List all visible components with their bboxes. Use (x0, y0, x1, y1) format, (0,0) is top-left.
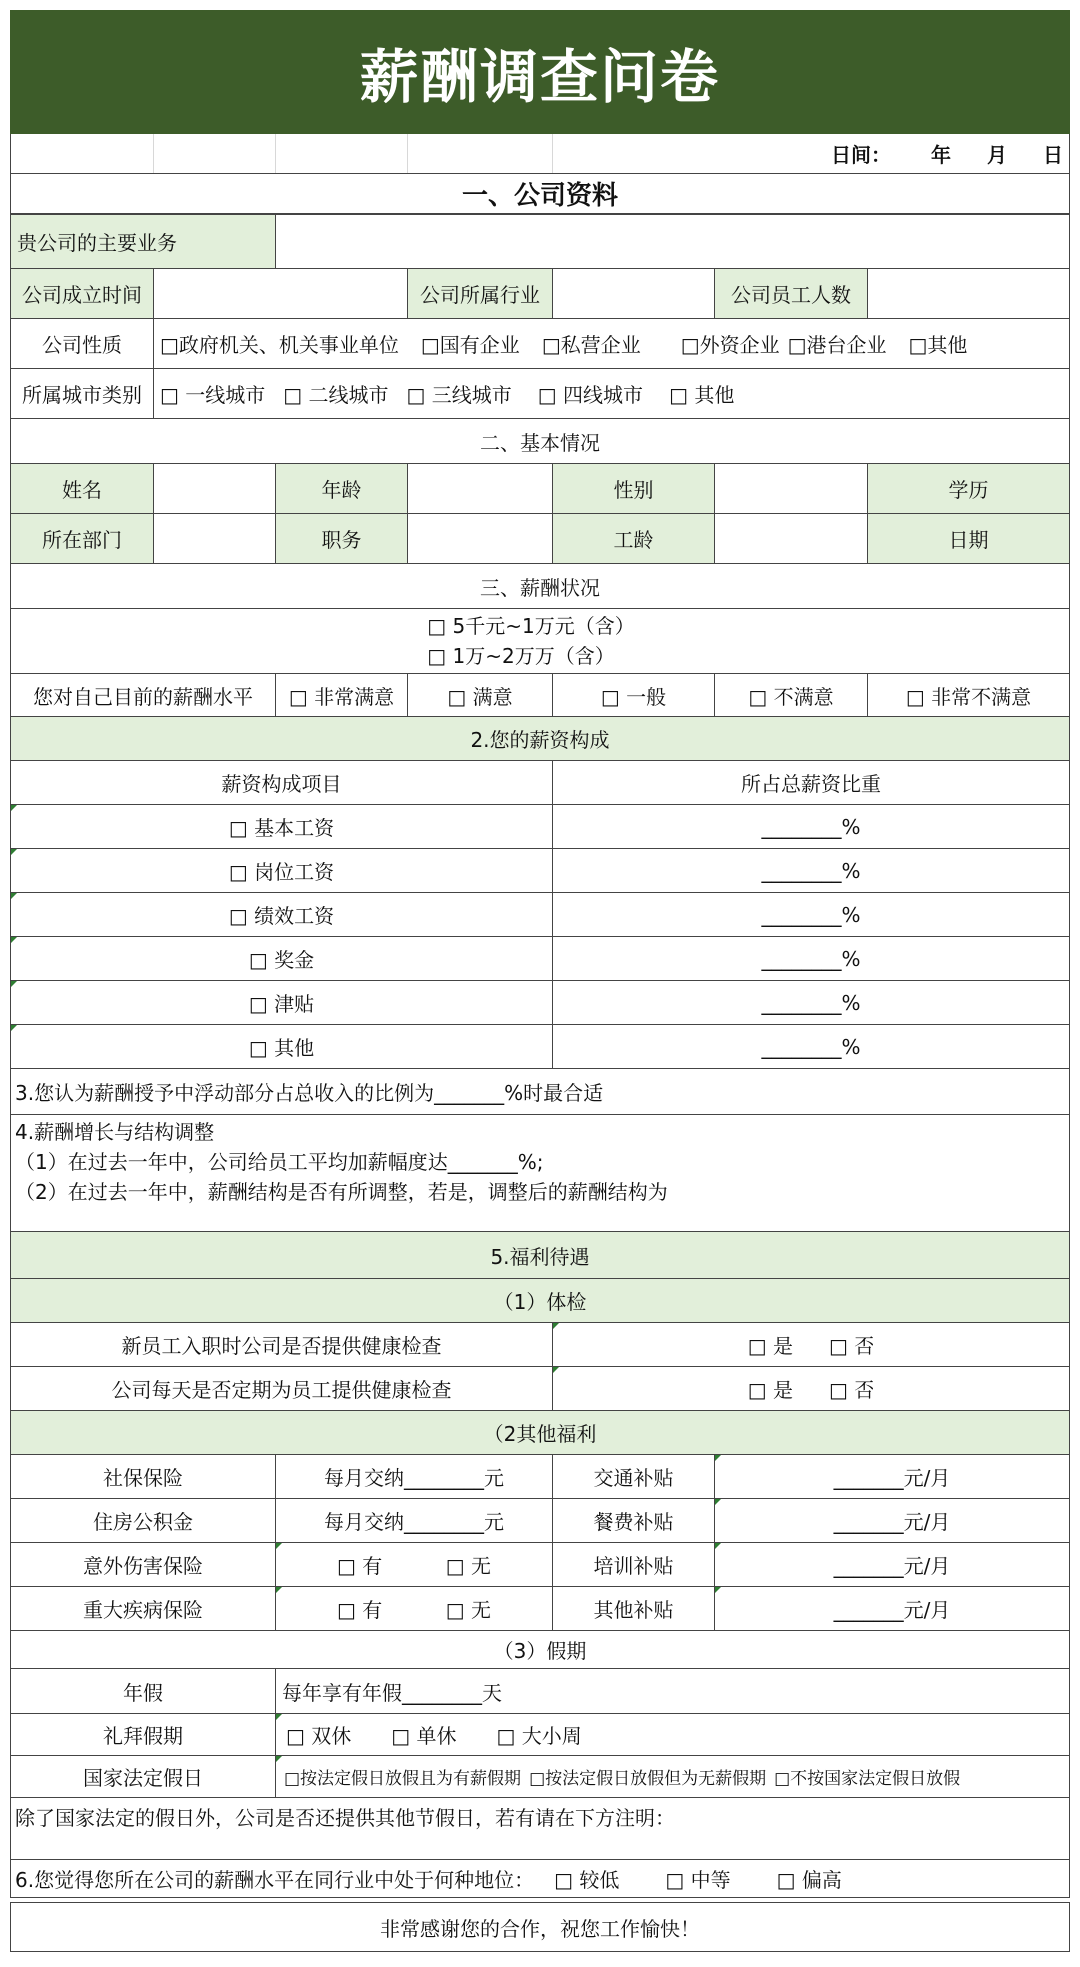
q1-cell (11, 609, 1069, 673)
legal-holiday-option[interactable]: □不按国家法定假日放假 (774, 1769, 961, 1789)
welfare-label: 重大疾病保险 (11, 1587, 276, 1630)
checkup-heading-row (10, 1279, 1070, 1323)
q1-options (413, 609, 670, 673)
name-label: 姓名 (11, 464, 154, 513)
blank-cell (154, 134, 276, 173)
city-options (154, 369, 1069, 418)
employees-input[interactable] (868, 269, 1069, 318)
allowance-value[interactable]: _______元/月 (715, 1499, 1069, 1542)
salary-ratio-blank[interactable]: ________% (761, 858, 861, 883)
q6-label: 6.您觉得您所在公司的薪酬水平在同行业中处于何种地位： (15, 1868, 535, 1892)
main-business-label: 贵公司的主要业务 (11, 215, 276, 268)
weekend-option[interactable]: □ 双休 (286, 1724, 352, 1748)
q4-line1: （1）在过去一年中，公司给员工平均加薪幅度达_______%; (15, 1150, 544, 1174)
other-holiday-text[interactable]: 除了国家法定的假日外，公司是否还提供其他节假日，若有请在下方注明： (15, 1806, 675, 1830)
welfare-checkbox-group[interactable]: □ 有 □ 无 (276, 1543, 553, 1586)
other-welfare-heading-row (10, 1411, 1070, 1455)
no-checkbox[interactable]: □ 否 (829, 1378, 875, 1402)
industry-input[interactable] (553, 269, 715, 318)
welfare-checkbox-group[interactable]: □ 有 □ 无 (276, 1587, 553, 1630)
education-label: 学历 (868, 464, 1069, 513)
checkup-heading: （1）体检 (493, 1290, 587, 1314)
other-welfare-heading: （2其他福利 (483, 1422, 597, 1446)
city-option[interactable]: □ 三线城市 (406, 383, 512, 407)
salary-component-checkbox[interactable]: □ 津贴 (11, 981, 553, 1024)
welfare-label: 意外伤害保险 (11, 1543, 276, 1586)
nature-label: 公司性质 (11, 319, 154, 368)
date-cell (553, 134, 1069, 173)
section3-heading-row (10, 564, 1070, 609)
salary-ratio-blank[interactable]: ________% (761, 946, 861, 971)
salary-ratio-blank[interactable]: ________% (761, 990, 861, 1015)
nature-option[interactable]: □私营企业 (541, 333, 641, 357)
nature-option[interactable]: □其他 (908, 333, 968, 357)
annual-leave-value[interactable]: 每年享有年假________天 (282, 1680, 502, 1705)
checkup-row (10, 1367, 1070, 1411)
yes-checkbox[interactable]: □ 是 (747, 1334, 793, 1358)
seniority-label: 工龄 (553, 514, 715, 563)
welfare-label: 住房公积金 (11, 1499, 276, 1542)
salary-ratio-blank[interactable]: ________% (761, 814, 861, 839)
q1-row (10, 609, 1070, 674)
weekend-label: 礼拜假期 (11, 1714, 276, 1755)
q2-item-row (10, 981, 1070, 1025)
welfare-row (10, 1543, 1070, 1587)
salary-component-checkbox[interactable]: □ 绩效工资 (11, 893, 553, 936)
thanks-row (10, 1902, 1070, 1952)
city-option[interactable]: □ 四线城市 (537, 383, 644, 407)
industry-label: 公司所属行业 (408, 269, 553, 318)
legal-holiday-option[interactable]: □按法定假日放假但为无薪假期 (529, 1769, 767, 1789)
q2-item-row (10, 849, 1070, 893)
salary-option[interactable]: □ 1万~2万万（含） (427, 644, 615, 668)
section-heading: 一、公司资料 (461, 181, 618, 211)
allowance-label: 培训补贴 (553, 1543, 715, 1586)
q2-col-ratio: 所占总薪资比重 (741, 772, 881, 796)
satisfaction-row (10, 674, 1070, 717)
q6-option[interactable]: □ 偏高 (776, 1868, 842, 1892)
satisfaction-option[interactable]: □ 一般 (553, 674, 715, 716)
nature-option[interactable]: □港台企业 (787, 333, 887, 357)
legal-holiday-label: 国家法定假日 (11, 1756, 276, 1797)
no-checkbox[interactable]: □ 否 (829, 1334, 875, 1358)
welfare-row (10, 1587, 1070, 1631)
date-year: 年 (931, 143, 951, 167)
nature-option[interactable]: □国有企业 (420, 333, 520, 357)
date-label: 日间： (831, 143, 891, 167)
checkup-answer (553, 1323, 1069, 1366)
q2-item-row (10, 937, 1070, 981)
city-label: 所属城市类别 (11, 369, 154, 418)
department-input[interactable] (154, 514, 276, 563)
satisfaction-option[interactable]: □ 非常满意 (276, 674, 408, 716)
page-title: 薪酬调查问卷 (10, 10, 1070, 134)
q4-row (10, 1115, 1070, 1232)
allowance-value[interactable]: _______元/月 (715, 1587, 1069, 1630)
legal-holiday-row (10, 1756, 1070, 1798)
q6-cell (11, 1860, 1069, 1897)
allowance-value[interactable]: _______元/月 (715, 1543, 1069, 1586)
q4-line2: （2）在过去一年中，薪酬结构是否有所调整，若是，调整后的薪酬结构为 (15, 1180, 668, 1204)
welfare-value[interactable]: 每月交纳________元 (276, 1499, 553, 1542)
holiday-heading: （3）假期 (493, 1639, 587, 1663)
welfare-row (10, 1499, 1070, 1543)
welfare-heading-row (10, 1232, 1070, 1279)
section-heading: 二、基本情况 (480, 430, 600, 455)
q3-text: 3.您认为薪酬授予中浮动部分占总收入的比例为_______%时最合适 (15, 1081, 604, 1105)
allowance-value[interactable]: _______元/月 (715, 1455, 1069, 1498)
q6-row (10, 1860, 1070, 1898)
age-label: 年龄 (276, 464, 408, 513)
gender-label: 性别 (553, 464, 715, 513)
section1-heading-row (10, 174, 1070, 214)
salary-component-checkbox[interactable]: □ 岗位工资 (11, 849, 553, 892)
yes-checkbox[interactable]: □ 是 (747, 1378, 793, 1402)
q3-row (10, 1069, 1070, 1115)
department-label: 所在部门 (11, 514, 154, 563)
salary-ratio-blank[interactable]: ________% (761, 902, 861, 927)
allowance-label: 交通补贴 (553, 1455, 715, 1498)
q2-heading-row (10, 717, 1070, 761)
main-business-row (10, 214, 1070, 269)
basic-info-row (10, 514, 1070, 564)
thanks-text: 非常感谢您的合作，祝您工作愉快！ (380, 1916, 700, 1941)
satisfaction-option[interactable]: □ 非常不满意 (905, 684, 1032, 709)
q2-header-row (10, 761, 1070, 805)
salary-option[interactable] (427, 671, 642, 673)
gender-input[interactable] (715, 464, 868, 513)
allowance-label: 餐费补贴 (553, 1499, 715, 1542)
date-month: 月 (987, 143, 1007, 167)
welfare-row (10, 1455, 1070, 1499)
basic-info-row (10, 464, 1070, 514)
holiday-heading-row (10, 1631, 1070, 1669)
allowance-label: 其他补贴 (553, 1587, 715, 1630)
checkup-question: 公司每天是否定期为员工提供健康检查 (11, 1367, 553, 1410)
other-holiday-row (10, 1798, 1070, 1860)
city-option[interactable]: □ 其他 (669, 383, 735, 407)
nature-options (154, 319, 1069, 368)
survey-sheet (10, 10, 1070, 1952)
q2-col-item: 薪资构成项目 (11, 761, 553, 804)
nature-row (10, 319, 1070, 369)
company-info-row (10, 269, 1070, 319)
legal-holiday-options (276, 1756, 1069, 1797)
blank-cell (11, 134, 154, 173)
weekend-options (276, 1714, 1069, 1755)
q2-item-row (10, 1025, 1070, 1069)
welfare-label: 社保保险 (11, 1455, 276, 1498)
checkup-row (10, 1323, 1070, 1367)
q2-heading: 2.您的薪资构成 (470, 728, 610, 752)
satisfaction-label: 您对自己目前的薪酬水平 (11, 674, 276, 716)
nature-option[interactable]: □外资企业 (680, 333, 780, 357)
annual-leave-label: 年假 (11, 1669, 276, 1713)
q6-option[interactable]: □ 较低 (554, 1868, 620, 1892)
q4-title: 4.薪酬增长与结构调整 (15, 1120, 215, 1144)
date-row (10, 134, 1070, 174)
employees-label: 公司员工人数 (715, 269, 868, 318)
main-business-input[interactable] (276, 215, 1069, 268)
q6-option[interactable]: □ 中等 (665, 1868, 731, 1892)
section2-heading-row (10, 419, 1070, 464)
city-option[interactable]: □ 一线城市 (160, 383, 266, 407)
satisfaction-option[interactable]: □ 不满意 (715, 674, 868, 716)
position-input[interactable] (408, 514, 553, 563)
checkup-question: 新员工入职时公司是否提供健康检查 (11, 1323, 553, 1366)
q2-item-row (10, 805, 1070, 849)
satisfaction-option[interactable]: □ 满意 (408, 674, 553, 716)
blank-cell (276, 134, 408, 173)
legal-holiday-option[interactable]: □按法定假日放假且为有薪假期 (284, 1769, 522, 1789)
blank-cell (408, 134, 553, 173)
checkup-answer (553, 1367, 1069, 1410)
q4-cell (11, 1115, 1069, 1231)
name-input[interactable] (154, 464, 276, 513)
welfare-value[interactable]: 每月交纳________元 (276, 1455, 553, 1498)
seniority-input[interactable] (715, 514, 868, 563)
position-label: 职务 (276, 514, 408, 563)
salary-option[interactable]: □ 5千元~1万元（含） (427, 614, 635, 638)
salary-component-checkbox[interactable]: □ 奖金 (11, 937, 553, 980)
weekend-option[interactable]: □ 单休 (391, 1724, 457, 1748)
city-option[interactable]: □ 二线城市 (283, 383, 389, 407)
q2-item-row (10, 893, 1070, 937)
date-field-label: 日期 (868, 514, 1069, 563)
age-input[interactable] (408, 464, 553, 513)
nature-option[interactable]: □政府机关、机关事业单位 (160, 333, 399, 357)
weekend-row (10, 1714, 1070, 1756)
founded-label: 公司成立时间 (11, 269, 154, 318)
salary-component-checkbox[interactable]: □ 基本工资 (11, 805, 553, 848)
city-row (10, 369, 1070, 419)
annual-leave-row (10, 1669, 1070, 1714)
welfare-heading: 5.福利待遇 (490, 1244, 590, 1269)
salary-component-checkbox[interactable]: □ 其他 (11, 1025, 553, 1068)
weekend-option[interactable]: □ 大小周 (496, 1724, 582, 1748)
date-day: 日 (1043, 143, 1063, 167)
founded-input[interactable] (154, 269, 408, 318)
section-heading: 三、薪酬状况 (480, 575, 600, 600)
salary-ratio-blank[interactable]: ________% (761, 1034, 861, 1059)
